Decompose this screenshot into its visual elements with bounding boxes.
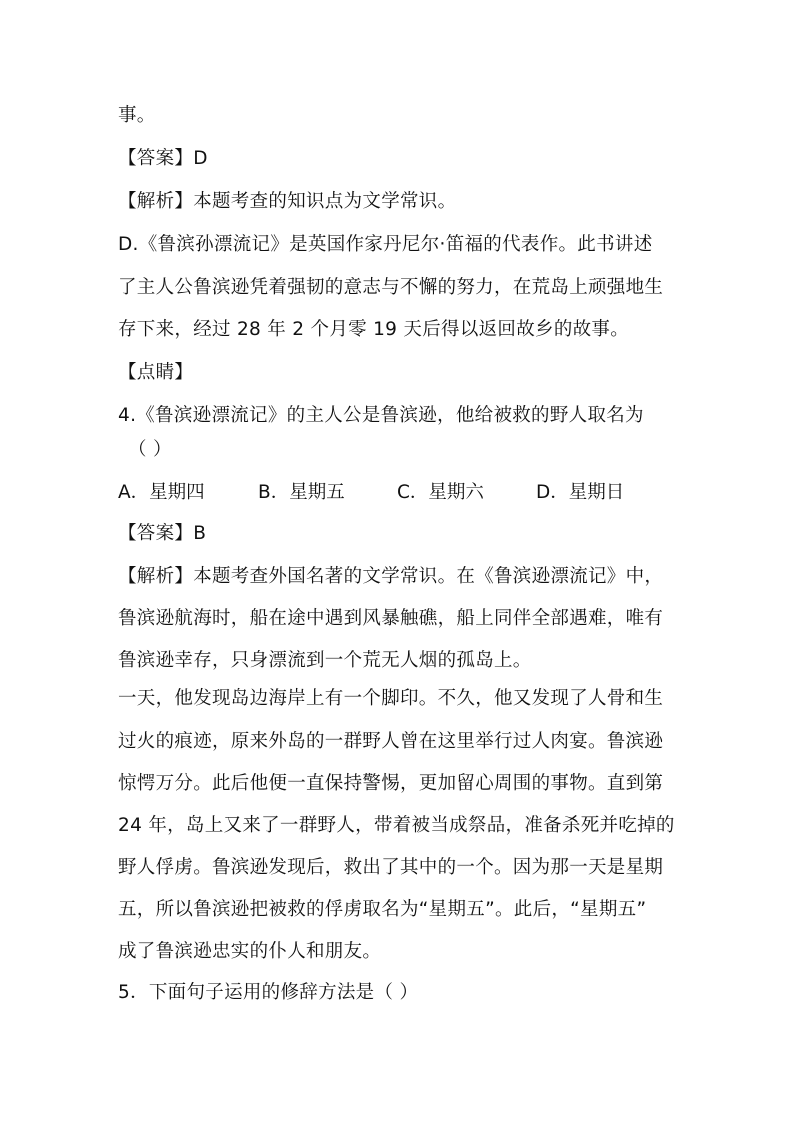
dianjing-label: 【点睛】 bbox=[118, 362, 194, 383]
text-line-14: 鲁滨逊幸存，只身漂流到一个荒无人烟的孤岛上。 bbox=[118, 650, 532, 671]
text-line-20: 五，所以鲁滨逊把被救的俘虏取名为“星期五”。此后，“星期五” bbox=[118, 899, 647, 920]
option-a: A．星期四 bbox=[118, 482, 205, 503]
question-5: 5．下面句子运用的修辞方法是（ ） bbox=[118, 982, 419, 1003]
text-line-17: 惊愕万分。此后他便一直保持警惕，更加留心周围的事物。直到第 bbox=[118, 773, 664, 794]
text-line-6: 存下来，经过 28 年 2 个月零 19 天后得以返回故乡的故事。 bbox=[118, 319, 630, 340]
option-d: D．星期日 bbox=[536, 482, 625, 503]
question-4: 4.《鲁滨逊漂流记》的主人公是鲁滨逊，他给被救的野人取名为 bbox=[118, 405, 644, 426]
text-line-16: 过火的痕迹，原来外岛的一群野人曾在这里举行过人肉宴。鲁滨逊 bbox=[118, 731, 664, 752]
text-line-1: 事。 bbox=[118, 105, 156, 126]
text-line-15: 一天，他发现岛边海岸上有一个脚印。不久，他又发现了人骨和生 bbox=[118, 688, 664, 709]
option-c: C．星期六 bbox=[397, 482, 484, 503]
question-4-options bbox=[118, 481, 678, 505]
text-line-5: 了主人公鲁滨逊凭着强韧的意志与不懈的努力，在荒岛上顽强地生 bbox=[118, 277, 664, 298]
analysis-label-q4: 【解析】本题考查外国名著的文学常识。在《鲁滨逊漂流记》中， bbox=[118, 566, 664, 587]
option-b: B．星期五 bbox=[258, 482, 345, 503]
question-4-blank: （ ） bbox=[128, 439, 172, 460]
answer-label-q3: 【答案】D bbox=[118, 148, 208, 169]
text-line-4: D.《鲁滨孙漂流记》是英国作家丹尼尔·笛福的代表作。此书讲述 bbox=[118, 234, 653, 255]
text-line-19: 野人俘虏。鲁滨逊发现后，救出了其中的一个。因为那一天是星期 bbox=[118, 857, 664, 878]
text-line-13: 鲁滨逊航海时，船在途中遇到风暴触礁，船上同伴全部遇难，唯有 bbox=[118, 608, 664, 629]
text-line-18: 24 年，岛上又来了一群野人，带着被当成祭品，准备杀死并吃掉的 bbox=[118, 815, 675, 836]
analysis-label-q3: 【解析】本题考查的知识点为文学常识。 bbox=[118, 191, 457, 212]
answer-label-q4: 【答案】B bbox=[118, 523, 207, 544]
text-line-21: 成了鲁滨逊忠实的仆人和朋友。 bbox=[118, 941, 382, 962]
